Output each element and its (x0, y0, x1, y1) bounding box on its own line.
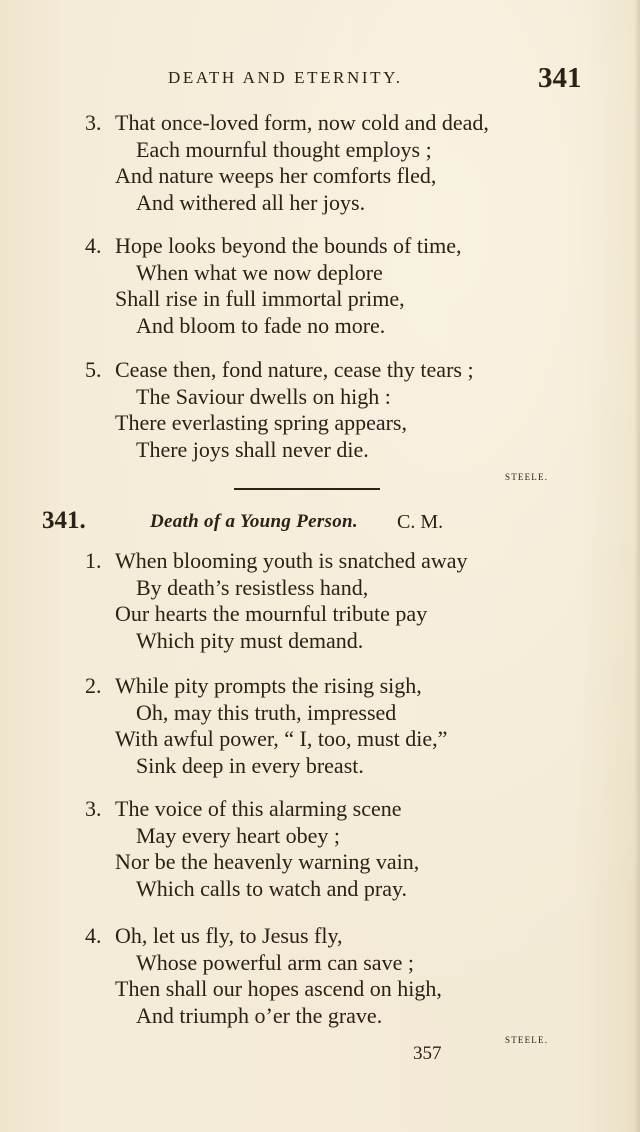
folio-number: 357 (413, 1043, 442, 1064)
stanza-number: 3. (85, 796, 102, 821)
verse-line: That once-loved form, now cold and dead, (115, 110, 489, 135)
verse-line: Cease then, fond nature, cease thy tears ; (115, 357, 474, 382)
verse-line: May every heart obey ; (136, 822, 341, 848)
hymn-meter: C. M. (397, 511, 444, 533)
verse-line: Which pity must demand. (136, 627, 364, 653)
stanza-number: 2. (85, 673, 102, 698)
verse-line: Then shall our hopes ascend on high, (115, 976, 442, 1001)
stanza-number: 1. (85, 548, 102, 573)
stanza-prev-5 (85, 357, 474, 463)
verse-line: And bloom to fade no more. (136, 312, 386, 338)
verse-line: Which calls to watch and pray. (136, 875, 408, 901)
verse-line: Each mournful thought employs ; (136, 136, 432, 162)
stanza-number: 4. (85, 923, 102, 948)
stanza-number: 5. (85, 357, 102, 382)
page-number: 341 (538, 62, 582, 94)
verse-line: Hope looks beyond the bounds of time, (115, 233, 462, 258)
stanza-4 (85, 923, 442, 1029)
stanza-number: 4. (85, 233, 102, 258)
verse-line: By death’s resistless hand, (136, 574, 369, 600)
verse-line: There joys shall never die. (136, 436, 369, 462)
page-edge-shadow (634, 0, 640, 1132)
author-attribution: STEELE. (505, 472, 549, 482)
verse-line: And triumph o’er the grave. (136, 1002, 383, 1028)
verse-line: Our hearts the mournful tribute pay (115, 601, 428, 626)
verse-line: With awful power, “ I, too, must die,” (115, 726, 448, 751)
stanza-number: 3. (85, 110, 102, 135)
verse-line: Oh, let us fly, to Jesus fly, (115, 923, 343, 948)
verse-line: The voice of this alarming scene (115, 796, 402, 821)
stanza-prev-3 (85, 110, 489, 216)
stanza-2 (85, 673, 448, 779)
author-attribution: STEELE. (505, 1035, 549, 1045)
verse-line: Nor be the heavenly warning vain, (115, 849, 420, 874)
section-divider (234, 488, 380, 490)
verse-line: When blooming youth is snatched away (115, 548, 468, 573)
verse-line: And withered all her joys. (136, 189, 366, 215)
hymn-number: 341. (42, 507, 86, 534)
stanza-1 (85, 548, 468, 654)
stanza-prev-4 (85, 233, 462, 339)
running-head: DEATH AND ETERNITY. (168, 68, 403, 87)
verse-line: Sink deep in every breast. (136, 752, 364, 778)
verse-line: Whose powerful arm can save ; (136, 949, 414, 975)
verse-line: When what we now deplore (136, 259, 383, 285)
verse-line: The Saviour dwells on high : (136, 383, 391, 409)
hymn-title: Death of a Young Person. (150, 511, 358, 532)
verse-line: There everlasting spring appears, (115, 410, 407, 435)
verse-line: Shall rise in full immortal prime, (115, 286, 405, 311)
verse-line: Oh, may this truth, impressed (136, 699, 397, 725)
verse-line: While pity prompts the rising sigh, (115, 673, 422, 698)
verse-line: And nature weeps her comforts fled, (115, 163, 437, 188)
stanza-3 (85, 796, 420, 902)
